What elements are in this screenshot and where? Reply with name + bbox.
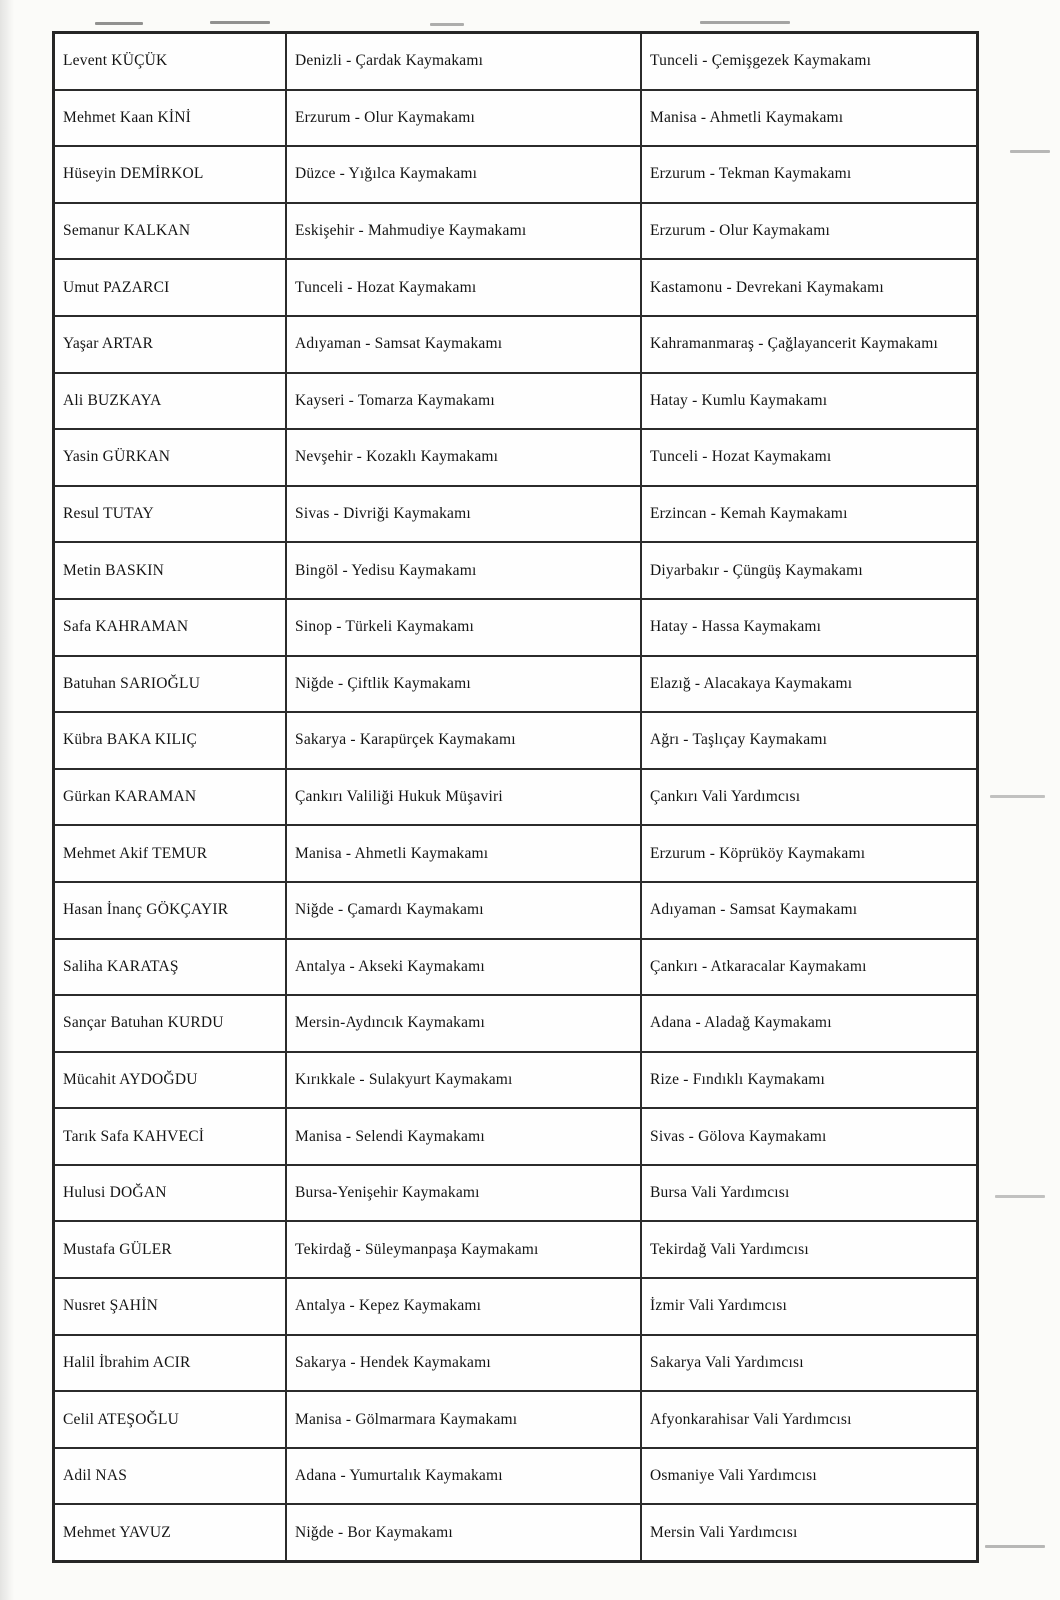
- previous-post-cell: Sakarya - Hendek Kaymakamı: [287, 1336, 642, 1391]
- scan-artifact: [995, 1195, 1045, 1198]
- appointments-table: [52, 31, 979, 1563]
- official-name-cell: Mehmet Kaan KİNİ: [55, 91, 287, 146]
- new-post-cell: Rize - Fındıklı Kaymakamı: [650, 1070, 826, 1088]
- previous-post-cell: Antalya - Akseki Kaymakamı: [287, 940, 642, 995]
- official-name-cell: Ali BUZKAYA: [55, 374, 287, 429]
- table-row: [55, 600, 976, 657]
- new-post-cell: Manisa - Ahmetli Kaymakamı: [650, 108, 844, 126]
- table-row: [55, 1336, 976, 1393]
- official-name-cell: Mustafa GÜLER: [55, 1222, 287, 1277]
- table-row: [55, 543, 976, 600]
- official-name-cell: Tarık Safa KAHVECİ: [55, 1109, 287, 1164]
- table-row: [55, 487, 976, 544]
- official-name-cell: Levent KÜÇÜK: [55, 34, 287, 89]
- table-row: [55, 1166, 976, 1223]
- table-row: [55, 430, 976, 487]
- previous-post-cell: Tunceli - Hozat Kaymakamı: [287, 260, 642, 315]
- official-name-cell: Hulusi DOĞAN: [55, 1166, 287, 1221]
- table-row: [55, 317, 976, 374]
- table-row: [55, 91, 976, 148]
- table-row: [55, 1109, 976, 1166]
- table-row: [55, 713, 976, 770]
- official-name-cell: Mehmet YAVUZ: [55, 1505, 287, 1560]
- scan-artifact: [990, 795, 1045, 798]
- scan-artifact: [985, 1545, 1045, 1548]
- new-post-cell: Erzurum - Olur Kaymakamı: [650, 222, 830, 240]
- official-name-cell: Saliha KARATAŞ: [55, 940, 287, 995]
- table-row: [55, 996, 976, 1053]
- official-name-cell: Yasin GÜRKAN: [55, 430, 287, 485]
- scan-artifact: [700, 21, 790, 24]
- official-name-cell: Hüseyin DEMİRKOL: [55, 147, 287, 202]
- official-name-cell: Gürkan KARAMAN: [55, 770, 287, 825]
- table-row: [55, 1392, 976, 1449]
- previous-post-cell: Sakarya - Karapürçek Kaymakamı: [287, 713, 642, 768]
- official-name-cell: Umut PAZARCI: [55, 260, 287, 315]
- scan-artifact: [95, 22, 143, 25]
- previous-post-cell: Manisa - Gölmarmara Kaymakamı: [287, 1392, 642, 1447]
- new-post-cell: Erzincan - Kemah Kaymakamı: [650, 505, 848, 523]
- previous-post-cell: Tekirdağ - Süleymanpaşa Kaymakamı: [287, 1222, 642, 1277]
- table-row: [55, 1505, 976, 1560]
- new-post-cell: Elazığ - Alacakaya Kaymakamı: [650, 674, 853, 692]
- previous-post-cell: Antalya - Kepez Kaymakamı: [287, 1279, 642, 1334]
- previous-post-cell: Adana - Yumurtalık Kaymakamı: [287, 1449, 642, 1504]
- new-post-cell: Çankırı Vali Yardımcısı: [650, 788, 801, 806]
- new-post-cell: Mersin Vali Yardımcısı: [650, 1523, 798, 1541]
- new-post-cell: Çankırı - Atkaracalar Kaymakamı: [650, 957, 867, 975]
- new-post-cell: Tunceli - Hozat Kaymakamı: [650, 448, 832, 466]
- table-row: [55, 826, 976, 883]
- table-row: [55, 940, 976, 997]
- previous-post-cell: Kayseri - Tomarza Kaymakamı: [287, 374, 642, 429]
- new-post-cell: Tekirdağ Vali Yardımcısı: [650, 1240, 809, 1258]
- official-name-cell: Batuhan SARIOĞLU: [55, 657, 287, 712]
- previous-post-cell: Mersin-Aydıncık Kaymakamı: [287, 996, 642, 1051]
- previous-post-cell: Manisa - Ahmetli Kaymakamı: [287, 826, 642, 881]
- previous-post-cell: Manisa - Selendi Kaymakamı: [287, 1109, 642, 1164]
- official-name-cell: Sançar Batuhan KURDU: [55, 996, 287, 1051]
- previous-post-cell: Erzurum - Olur Kaymakamı: [287, 91, 642, 146]
- new-post-cell: Adana - Aladağ Kaymakamı: [650, 1014, 832, 1032]
- scan-artifact: [210, 21, 270, 24]
- new-post-cell: Hatay - Kumlu Kaymakamı: [650, 391, 828, 409]
- table-row: [55, 147, 976, 204]
- previous-post-cell: Çankırı Valiliği Hukuk Müşaviri: [287, 770, 642, 825]
- table-row: [55, 34, 976, 91]
- table-row: [55, 883, 976, 940]
- table-row: [55, 1053, 976, 1110]
- previous-post-cell: Düzce - Yığılca Kaymakamı: [287, 147, 642, 202]
- official-name-cell: Resul TUTAY: [55, 487, 287, 542]
- scan-artifact: [430, 23, 464, 26]
- table-row: [55, 1279, 976, 1336]
- previous-post-cell: Eskişehir - Mahmudiye Kaymakamı: [287, 204, 642, 259]
- previous-post-cell: Bursa-Yenişehir Kaymakamı: [287, 1166, 642, 1221]
- previous-post-cell: Niğde - Bor Kaymakamı: [287, 1505, 642, 1560]
- new-post-cell: Erzurum - Tekman Kaymakamı: [650, 165, 852, 183]
- official-name-cell: Yaşar ARTAR: [55, 317, 287, 372]
- previous-post-cell: Kırıkkale - Sulakyurt Kaymakamı: [287, 1053, 642, 1108]
- new-post-cell: Erzurum - Köprüköy Kaymakamı: [650, 844, 866, 862]
- table-row: [55, 374, 976, 431]
- official-name-cell: Celil ATEŞOĞLU: [55, 1392, 287, 1447]
- previous-post-cell: Adıyaman - Samsat Kaymakamı: [287, 317, 642, 372]
- table-row: [55, 1449, 976, 1506]
- new-post-cell: Kahramanmaraş - Çağlayancerit Kaymakamı: [650, 335, 938, 353]
- new-post-cell: Sivas - Gölova Kaymakamı: [650, 1127, 827, 1145]
- new-post-cell: Ağrı - Taşlıçay Kaymakamı: [650, 731, 828, 749]
- new-post-cell: Sakarya Vali Yardımcısı: [650, 1353, 804, 1371]
- official-name-cell: Mehmet Akif TEMUR: [55, 826, 287, 881]
- table-row: [55, 204, 976, 261]
- official-name-cell: Safa KAHRAMAN: [55, 600, 287, 655]
- official-name-cell: Halil İbrahim ACIR: [55, 1336, 287, 1391]
- previous-post-cell: Niğde - Çamardı Kaymakamı: [287, 883, 642, 938]
- new-post-cell: Tunceli - Çemişgezek Kaymakamı: [650, 52, 872, 70]
- new-post-cell: Osmaniye Vali Yardımcısı: [650, 1467, 817, 1485]
- official-name-cell: Adil NAS: [55, 1449, 287, 1504]
- official-name-cell: Mücahit AYDOĞDU: [55, 1053, 287, 1108]
- official-name-cell: Metin BASKIN: [55, 543, 287, 598]
- previous-post-cell: Sivas - Divriği Kaymakamı: [287, 487, 642, 542]
- previous-post-cell: Denizli - Çardak Kaymakamı: [287, 34, 642, 89]
- new-post-cell: Afyonkarahisar Vali Yardımcısı: [650, 1410, 852, 1428]
- table-row: [55, 260, 976, 317]
- table-row: [55, 657, 976, 714]
- new-post-cell: İzmir Vali Yardımcısı: [650, 1297, 787, 1315]
- official-name-cell: Nusret ŞAHİN: [55, 1279, 287, 1334]
- new-post-cell: Diyarbakır - Çüngüş Kaymakamı: [650, 561, 863, 579]
- previous-post-cell: Nevşehir - Kozaklı Kaymakamı: [287, 430, 642, 485]
- previous-post-cell: Bingöl - Yedisu Kaymakamı: [287, 543, 642, 598]
- table-row: [55, 1222, 976, 1279]
- new-post-cell: Kastamonu - Devrekani Kaymakamı: [650, 278, 884, 296]
- table-row: [55, 770, 976, 827]
- previous-post-cell: Niğde - Çiftlik Kaymakamı: [287, 657, 642, 712]
- official-name-cell: Kübra BAKA KILIÇ: [55, 713, 287, 768]
- scan-artifact: [1010, 150, 1050, 153]
- new-post-cell: Hatay - Hassa Kaymakamı: [650, 618, 822, 636]
- new-post-cell: Bursa Vali Yardımcısı: [650, 1184, 790, 1202]
- scan-edge-shade: [0, 0, 14, 1600]
- new-post-cell: Adıyaman - Samsat Kaymakamı: [650, 901, 858, 919]
- official-name-cell: Semanur KALKAN: [55, 204, 287, 259]
- official-name-cell: Hasan İnanç GÖKÇAYIR: [55, 883, 287, 938]
- previous-post-cell: Sinop - Türkeli Kaymakamı: [287, 600, 642, 655]
